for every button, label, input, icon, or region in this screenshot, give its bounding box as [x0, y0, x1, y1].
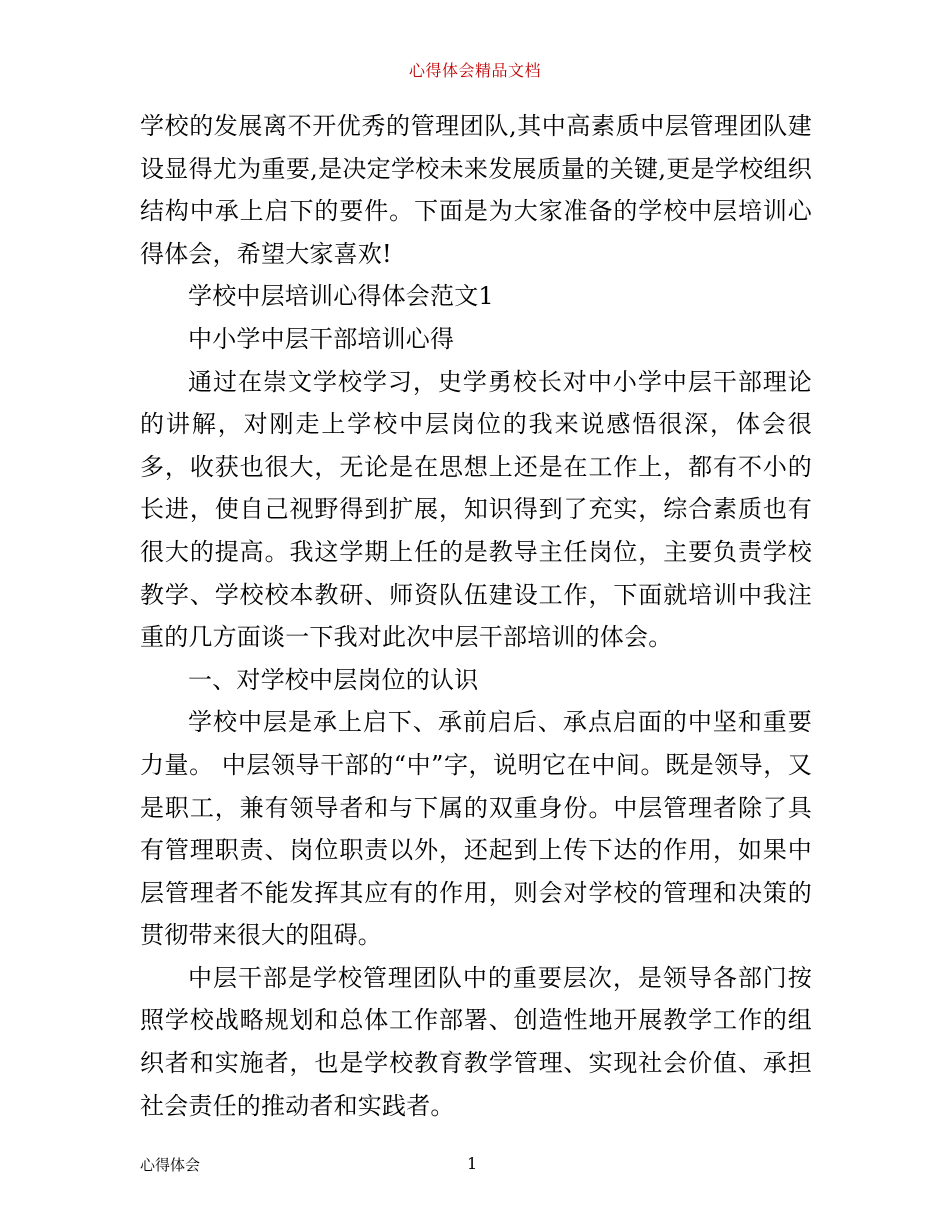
footer-label: 心得体会: [140, 1156, 201, 1174]
page-number: 1: [467, 1154, 478, 1173]
paragraph-body: 中层干部是学校管理团队中的重要层次，是领导各部门按照学校战略规划和总体工作部署、创造性地开展教学工作的组织者和实施者，也是学校教育教学管理、实现社会价值、承担社会责任的推动者和实践者。: [140, 963, 812, 1120]
paragraph-body: 通过在崇文学校学习，史学勇校长对中小学中层干部理论的讲解，对刚走上学校中层岗位的我来说感悟很深，体会很多，收获也很大，无论是在思想上还是在工作上，都有不小的长进，使自己视野得到扩展，知识得到了充实，综合素质也有很大的提高。我这学期上任的是教导主任岗位，主要负责学校教学、学校校本教研、师资队伍建设工作，下面就培训中我注重的几方面谈一下我对此次中层干部培训的体会。: [140, 367, 812, 652]
paragraph-intro: 学校的发展离不开优秀的管理团队,其中高素质中层管理团队建设显得尤为重要,是决定学校未来发展质量的关键,更是学校组织结构中承上启下的要件。下面是为大家准备的学校中层培训心得体会，希望大家喜欢!: [140, 112, 812, 268]
document-body: [140, 105, 812, 1127]
paragraph-section-heading: 一、对学校中层岗位的认识: [188, 665, 479, 694]
paragraph-article-title: 学校中层培训心得体会范文1: [188, 282, 494, 311]
page-header-title: 心得体会精品文档: [408, 61, 541, 80]
paragraph-body: 学校中层是承上启下、承前启后、承点启面的中坚和重要力量。 中层领导干部的“中”字，说明它在中间。既是领导，又是职工，兼有领导者和与下属的双重身份。中层管理者除了具有管理职责、岗位职责以外，还起到上传下达的作用，如果中层管理者不能发挥其应有的作用，则会对学校的管理和决策的贯彻带来很大的阻碍。: [140, 708, 812, 950]
paragraph-subtitle: 中小学中层干部培训心得: [188, 324, 455, 353]
